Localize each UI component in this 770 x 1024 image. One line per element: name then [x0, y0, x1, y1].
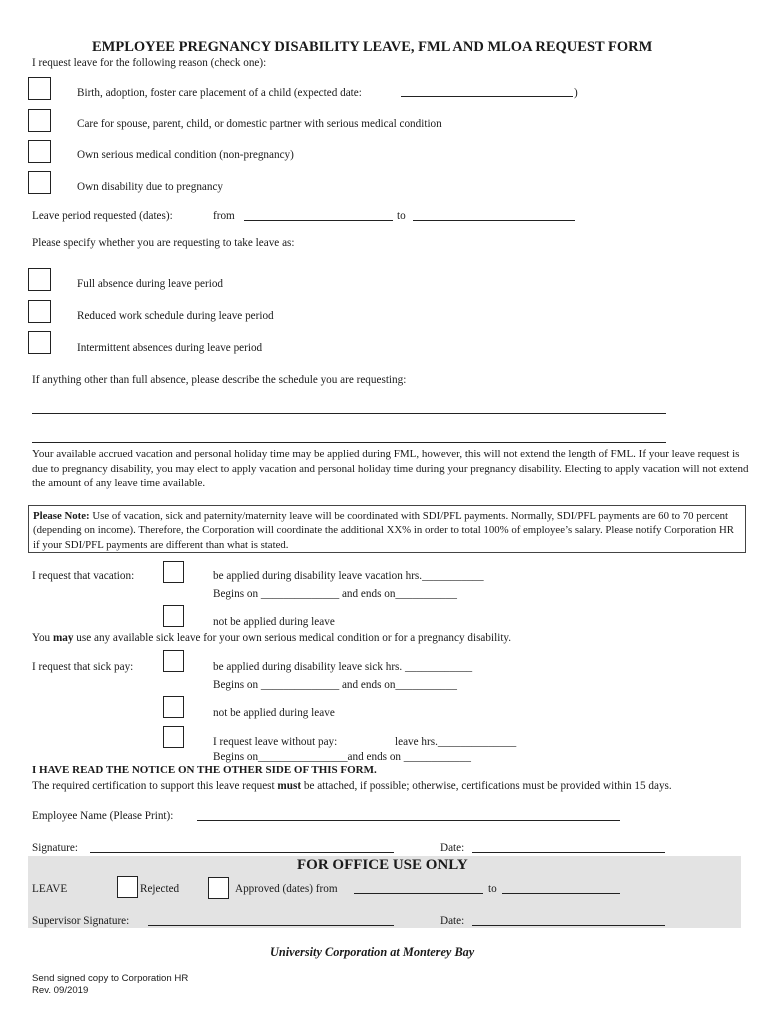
signature-field[interactable] [90, 839, 394, 853]
vacation-not-applied-label: not be applied during leave [213, 616, 335, 628]
please-note-heading: Please Note: [33, 510, 90, 522]
period-to-label: to [397, 210, 406, 222]
footer-send-note: Send signed copy to Corporation HR [32, 973, 189, 984]
intermittent-label: Intermittent absences during leave period [77, 342, 263, 354]
supervisor-date-field[interactable] [472, 912, 665, 926]
accrued-paragraph: Your available accrued vacation and personal holiday time may be applied during FML, however, this will not extend the length of FML. If your leave request is due to pregnancy disability, you may elect to apply vacation and personal holiday time during your pregnancy disability. Electing to apply vacation will not extend the amount of any leave time available. [32, 448, 749, 490]
reason-care-checkbox[interactable] [28, 109, 51, 132]
employee-name-label: Employee Name (Please Print): [32, 810, 174, 822]
full-absence-label: Full absence during leave period [77, 278, 224, 290]
notice-heading: I HAVE READ THE NOTICE ON THE OTHER SIDE OF THIS FORM. [32, 764, 377, 776]
cert-pre: The required certification to support this leave request [32, 780, 278, 792]
date-field[interactable] [472, 839, 665, 853]
rejected-checkbox[interactable] [117, 876, 138, 898]
sick-applied-label: be applied during disability leave sick hrs. ____________ [213, 661, 473, 673]
signature-label: Signature: [32, 842, 78, 854]
please-note-text: Use of vacation, sick and paternity/maternity leave will be coordinated with SDI/PFL payments. Normally, SDI/PFL payments are 60 to 70 percent (depending on income). Therefore, the Corporation will coordinate the additional XX% in order to total 100% of employee’s salary. Please notify Corporation HR if your SDI/PFL payments are different than what is stated. [33, 510, 735, 551]
intermittent-checkbox[interactable] [28, 331, 51, 354]
approved-checkbox[interactable] [208, 877, 229, 899]
without-pay-begins: Begins on________________and ends on ____________ [213, 751, 471, 763]
cert-post: be attached, if possible; otherwise, certifications must be provided within 15 days. [301, 780, 672, 792]
reason-own-condition-label: Own serious medical condition (non-pregnancy) [77, 149, 294, 161]
form-title: EMPLOYEE PREGNANCY DISABILITY LEAVE, FML AND MLOA REQUEST FORM [92, 39, 653, 55]
reason-birth-label: Birth, adoption, foster care placement of a child (expected date: [77, 87, 362, 99]
reason-pregnancy-checkbox[interactable] [28, 171, 51, 194]
organization-name: University Corporation at Monterey Bay [270, 945, 475, 959]
employee-name-field[interactable] [197, 807, 620, 821]
cert-emphasis: must [277, 780, 302, 792]
schedule-line-2[interactable] [32, 429, 666, 443]
schedule-line-1[interactable] [32, 400, 666, 414]
without-pay-checkbox[interactable] [163, 726, 184, 748]
footer-revision: Rev. 09/2019 [32, 985, 89, 996]
sick-note-pre: You [32, 632, 53, 644]
sick-pay-label: I request that sick pay: [32, 661, 134, 673]
describe-label: If anything other than full absence, please describe the schedule you are requesting: [32, 374, 407, 386]
without-pay-hours: leave hrs.______________ [395, 736, 517, 748]
reason-birth-checkbox[interactable] [28, 77, 51, 100]
reduced-schedule-label: Reduced work schedule during leave period [77, 310, 274, 322]
rejected-label: Rejected [140, 883, 180, 895]
vacation-label: I request that vacation: [32, 570, 135, 582]
sick-begins-label: Begins on ______________ and ends on___________ [213, 679, 457, 691]
period-from-field[interactable] [244, 207, 393, 221]
approved-to-label: to [488, 883, 497, 895]
vacation-begins-label: Begins on ______________ and ends on___________ [213, 588, 457, 600]
sick-not-applied-checkbox[interactable] [163, 696, 184, 718]
supervisor-date-label: Date: [440, 915, 465, 927]
sick-not-applied-label: not be applied during leave [213, 707, 335, 719]
approved-from-field[interactable] [354, 880, 483, 894]
vacation-not-applied-checkbox[interactable] [163, 605, 184, 627]
reason-care-label: Care for spouse, parent, child, or domestic partner with serious medical condition [77, 118, 442, 130]
reduced-schedule-checkbox[interactable] [28, 300, 51, 323]
reason-own-condition-checkbox[interactable] [28, 140, 51, 163]
please-note-box [28, 505, 746, 553]
leave-label: LEAVE [32, 883, 68, 895]
period-to-field[interactable] [413, 207, 575, 221]
sick-note-post: use any available sick leave for your own serious medical condition or for a pregnancy disability. [73, 632, 512, 644]
without-pay-label: I request leave without pay: [213, 736, 338, 748]
period-from-label: from [213, 210, 235, 222]
vacation-applied-checkbox[interactable] [163, 561, 184, 583]
vacation-applied-label: be applied during disability leave vacation hrs.___________ [213, 570, 484, 582]
specify-label: Please specify whether you are requesting to take leave as: [32, 237, 295, 249]
supervisor-signature-field[interactable] [148, 912, 394, 926]
approved-label: Approved (dates) from [235, 883, 338, 895]
supervisor-signature-label: Supervisor Signature: [32, 915, 130, 927]
sick-applied-checkbox[interactable] [163, 650, 184, 672]
period-label: Leave period requested (dates): [32, 210, 173, 222]
reason-birth-close: ) [574, 87, 578, 99]
reason-intro: I request leave for the following reason (check one): [32, 57, 267, 69]
office-use-heading: FOR OFFICE USE ONLY [297, 857, 468, 873]
certification-note [32, 779, 672, 793]
sick-leave-note [32, 631, 511, 645]
approved-to-field[interactable] [502, 880, 620, 894]
date-label: Date: [440, 842, 465, 854]
sick-note-emphasis: may [52, 632, 74, 644]
reason-pregnancy-label: Own disability due to pregnancy [77, 181, 224, 193]
expected-date-field[interactable] [401, 84, 573, 97]
full-absence-checkbox[interactable] [28, 268, 51, 291]
